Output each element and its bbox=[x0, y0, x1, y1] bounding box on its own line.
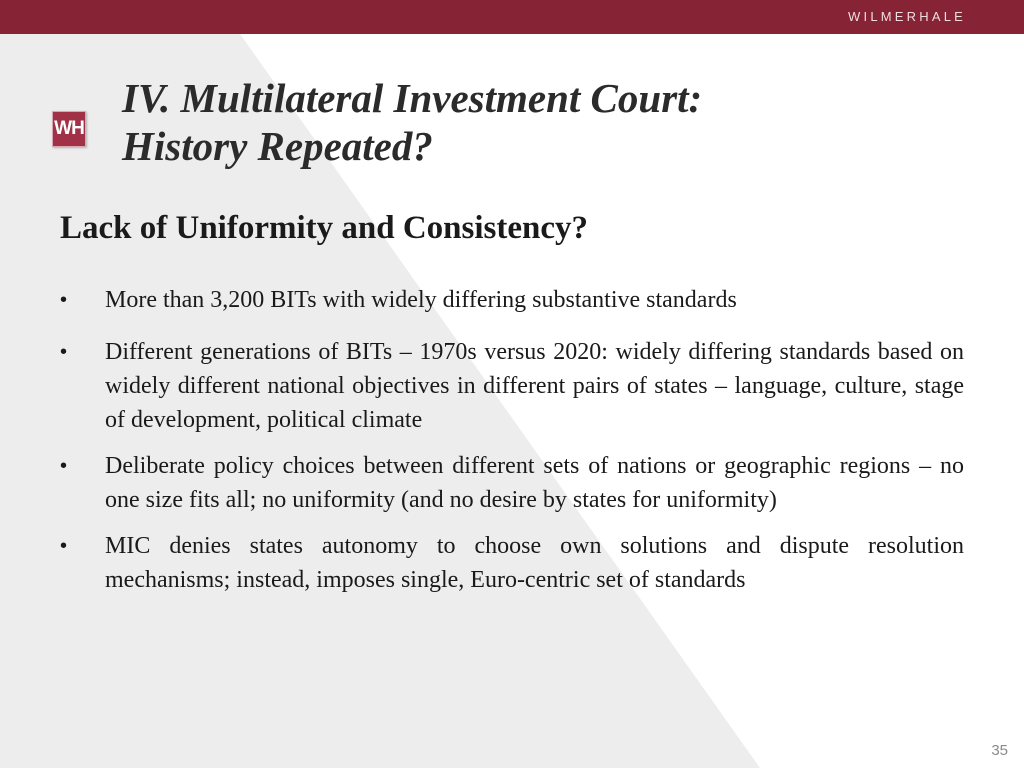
bullet-marker: • bbox=[60, 455, 68, 477]
section-heading: Lack of Uniformity and Consistency? bbox=[60, 210, 589, 246]
bullet-text: Different generations of BITs – 1970s versus 2020: widely differing standards based on widely different national objectives in different pairs of states – language, culture, stage of development, political climate bbox=[105, 339, 964, 433]
brand-name: WILMERHALE bbox=[848, 9, 966, 24]
bullet-marker: • bbox=[60, 341, 68, 363]
bullet-marker: • bbox=[60, 289, 68, 311]
bullet-marker: • bbox=[60, 535, 68, 557]
slide-title-line-2: History Repeated? bbox=[122, 123, 433, 169]
header-bar bbox=[0, 0, 1024, 34]
bullet-item bbox=[60, 449, 964, 517]
bullet-item bbox=[60, 335, 964, 437]
bullet-list bbox=[60, 283, 964, 597]
wilmerhale-logo bbox=[52, 111, 86, 147]
logo-text: WH bbox=[54, 118, 84, 139]
bullet-text: More than 3,200 BITs with widely differing substantive standards bbox=[105, 287, 737, 313]
bullet-text: MIC denies states autonomy to choose own solutions and dispute resolution mechanisms; instead, imposes single, Euro-centric set of standards bbox=[105, 533, 964, 593]
bullet-item bbox=[60, 283, 964, 317]
slide-title bbox=[122, 74, 922, 170]
bullet-text: Deliberate policy choices between different sets of nations or geographic regions – no one size fits all; no uniformity (and no desire by states for uniformity) bbox=[105, 453, 964, 513]
slide-title-line-1: IV. Multilateral Investment Court: bbox=[122, 75, 703, 121]
page-number: 35 bbox=[991, 742, 1008, 759]
bullet-item bbox=[60, 529, 964, 597]
